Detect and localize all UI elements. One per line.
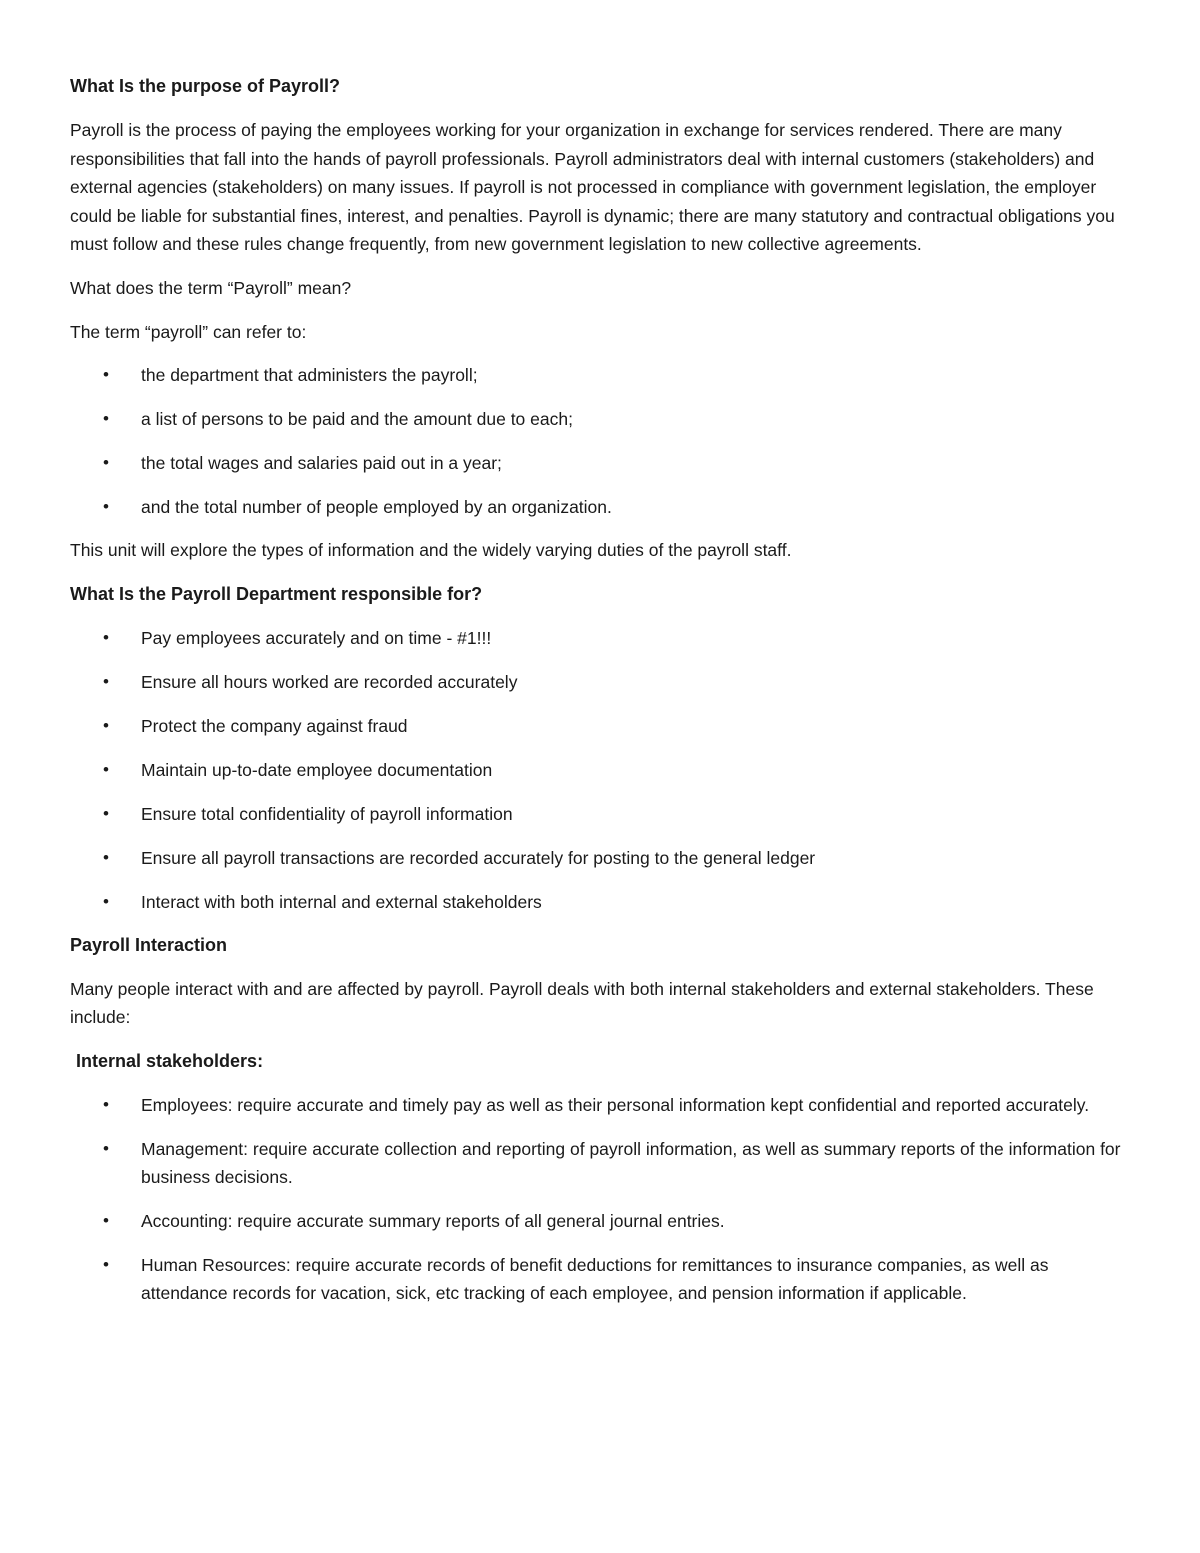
list-item-text: Employees: require accurate and timely pay as well as their personal information kept confidential and reported accurately. <box>141 1094 1090 1115</box>
list-item-text: the department that administers the payroll; <box>141 365 478 386</box>
list-item-text: Protect the company against fraud <box>141 715 408 736</box>
bullet-icon: • <box>103 671 109 691</box>
internal-stakeholders-heading: Internal stakeholders: <box>76 1050 264 1071</box>
bullet-icon: • <box>103 759 109 779</box>
payroll-term-list <box>70 361 1130 521</box>
department-heading: What Is the Payroll Department responsible for? <box>70 583 483 604</box>
bullet-icon: • <box>103 1094 109 1114</box>
payroll-term-question: What does the term “Payroll” mean? <box>70 277 352 298</box>
list-item-text: Ensure all hours worked are recorded accurately <box>141 671 518 692</box>
list-item <box>70 405 1130 433</box>
list-item <box>70 1251 1130 1307</box>
list-item <box>70 888 1130 916</box>
bullet-icon: • <box>103 847 109 867</box>
purpose-heading: What Is the purpose of Payroll? <box>70 76 341 96</box>
list-item <box>70 844 1130 872</box>
list-item <box>70 712 1130 740</box>
list-item-text: Interact with both internal and external stakeholders <box>141 891 542 912</box>
list-item-text: a list of persons to be paid and the amount due to each; <box>141 409 573 430</box>
list-item-text: Management: require accurate collection and reporting of payroll information, as well as summary reports of the information for business decisions. <box>141 1138 1121 1187</box>
list-item-text: Human Resources: require accurate records of benefit deductions for remittances to insurance companies, as well as attendance records for vacation, sick, etc tracking of each employee, and pension information if applicable. <box>141 1254 1049 1303</box>
list-item-text: Accounting: require accurate summary reports of all general journal entries. <box>141 1210 725 1231</box>
bullet-icon: • <box>103 715 109 735</box>
list-item-text: Ensure total confidentiality of payroll information <box>141 803 513 824</box>
internal-stakeholders-list <box>70 1091 1130 1307</box>
list-item <box>70 1135 1130 1191</box>
list-item-text: Maintain up-to-date employee documentation <box>141 759 493 780</box>
bullet-icon: • <box>103 803 109 823</box>
bullet-icon: • <box>103 891 109 911</box>
payroll-term-intro: The term “payroll” can refer to: <box>70 321 307 342</box>
interaction-paragraph: Many people interact with and are affected by payroll. Payroll deals with both internal stakeholders and external stakeholders. These include: <box>70 978 1094 1028</box>
bullet-icon: • <box>103 497 109 517</box>
list-item <box>70 624 1130 652</box>
list-item <box>70 756 1130 784</box>
interaction-heading: Payroll Interaction <box>70 934 228 955</box>
list-item <box>70 1091 1130 1119</box>
list-item <box>70 1207 1130 1235</box>
list-item-text: the total wages and salaries paid out in a year; <box>141 453 502 474</box>
list-item <box>70 668 1130 696</box>
unit-closing-paragraph: This unit will explore the types of information and the widely varying duties of the payroll staff. <box>70 540 792 561</box>
department-responsibility-list <box>70 624 1130 916</box>
list-item <box>70 449 1130 477</box>
bullet-icon: • <box>103 627 109 647</box>
bullet-icon: • <box>103 409 109 429</box>
list-item-text: Pay employees accurately and on time - #1!!! <box>141 627 492 648</box>
bullet-icon: • <box>103 1210 109 1230</box>
list-item <box>70 493 1130 521</box>
list-item <box>70 800 1130 828</box>
bullet-icon: • <box>103 1254 109 1274</box>
bullet-icon: • <box>103 453 109 473</box>
bullet-icon: • <box>103 365 109 385</box>
bullet-icon: • <box>103 1138 109 1158</box>
list-item-text: Ensure all payroll transactions are recorded accurately for posting to the general ledger <box>141 847 816 868</box>
list-item-text: and the total number of people employed by an organization. <box>141 497 612 518</box>
purpose-paragraph: Payroll is the process of paying the employees working for your organization in exchange for services rendered. There are many responsibilities that fall into the hands of payroll professionals. Payroll administrators deal with internal customers (stakeholders) and external agencies (stakeholders) on many issues. If payroll is not processed in compliance with government legislation, the employer could be liable for substantial fines, interest, and penalties. Payroll is dynamic; there are many statutory and contractual obligations you must follow and these rules change frequently, from new government legislation to new collective agreements. <box>70 120 1115 255</box>
list-item <box>70 361 1130 389</box>
